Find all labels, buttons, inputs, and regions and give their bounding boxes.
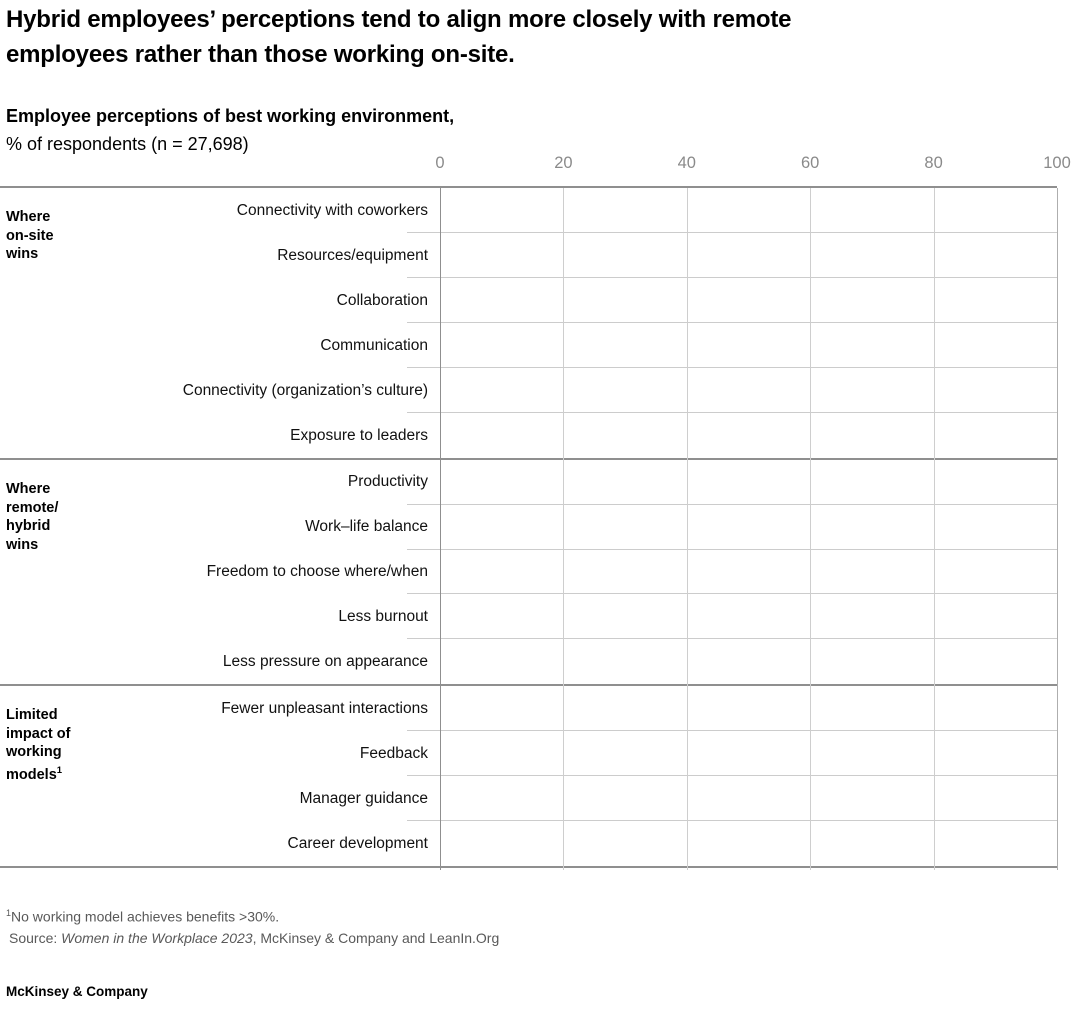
gridline-vertical bbox=[934, 188, 935, 870]
category-row-label: Less pressure on appearance bbox=[222, 652, 428, 670]
category-row-label: Feedback bbox=[359, 744, 428, 762]
footnote bbox=[6, 903, 906, 928]
category-row-label: Productivity bbox=[347, 473, 428, 491]
source-line bbox=[6, 928, 906, 949]
source-title: Women in the Workplace 2023 bbox=[61, 929, 253, 946]
category-row-label: Fewer unpleasant interactions bbox=[221, 699, 428, 717]
footnote-marker: 1 bbox=[6, 908, 12, 918]
x-axis-tick-label: 40 bbox=[677, 154, 696, 172]
category-row-label: Freedom to choose where/when bbox=[206, 562, 428, 580]
gridline-vertical bbox=[810, 188, 811, 870]
x-axis-tick-label: 60 bbox=[801, 154, 820, 172]
gridline-vertical bbox=[687, 188, 688, 870]
category-row-label: Connectivity (organization’s culture) bbox=[182, 381, 428, 399]
chart-subtitle-bold: Employee perceptions of best working environment, bbox=[6, 106, 455, 126]
category-row-label: Collaboration bbox=[336, 291, 428, 309]
exhibit-headline bbox=[6, 2, 1006, 72]
gridline-vertical bbox=[1057, 188, 1058, 870]
group-label: Limited impact of working models$^1$ bbox=[6, 707, 71, 783]
category-row-label: Less burnout bbox=[338, 607, 428, 625]
category-row-label: Resources/equipment bbox=[277, 246, 428, 264]
category-row-label: Career development bbox=[287, 834, 428, 852]
x-axis-tick-label: 100 bbox=[1043, 154, 1071, 172]
chart-subtitle-units: % of respondents (n = 27,698) bbox=[6, 134, 249, 154]
x-axis-tick-label: 20 bbox=[554, 154, 573, 172]
category-row-label: Work–life balance bbox=[305, 518, 428, 536]
chart-subtitle bbox=[6, 102, 466, 158]
group-label: Where on-site wins bbox=[6, 209, 54, 262]
source-prefix: Source: bbox=[9, 929, 62, 946]
x-axis-labels bbox=[0, 154, 1080, 176]
x-axis-tick-label: 0 bbox=[435, 154, 445, 172]
headline-line-2: employees rather than those working on-site. bbox=[6, 41, 515, 68]
category-row-label: Connectivity with coworkers bbox=[236, 201, 428, 219]
source-suffix: , McKinsey & Company and LeanIn.Org bbox=[252, 929, 500, 946]
category-row-label: Communication bbox=[320, 336, 428, 354]
x-axis-tick-label: 80 bbox=[924, 154, 943, 172]
category-row-label: Exposure to leaders bbox=[290, 426, 428, 444]
group-label-footnote-marker: 1 bbox=[56, 764, 63, 776]
group-label: Where remote/ hybrid wins bbox=[6, 481, 59, 553]
headline-line-1: Hybrid employees’ perceptions tend to align more closely with remote bbox=[6, 6, 792, 33]
plot-area bbox=[0, 186, 1057, 870]
gridlines bbox=[440, 188, 1057, 870]
mckinsey-wordmark: McKinsey & Company bbox=[6, 984, 148, 999]
notes-block bbox=[6, 903, 906, 949]
category-row-label: Manager guidance bbox=[299, 789, 428, 807]
footnote-text: No working model achieves benefits >30%. bbox=[11, 908, 280, 925]
gridline-vertical bbox=[440, 188, 441, 870]
gridline-vertical bbox=[563, 188, 564, 870]
